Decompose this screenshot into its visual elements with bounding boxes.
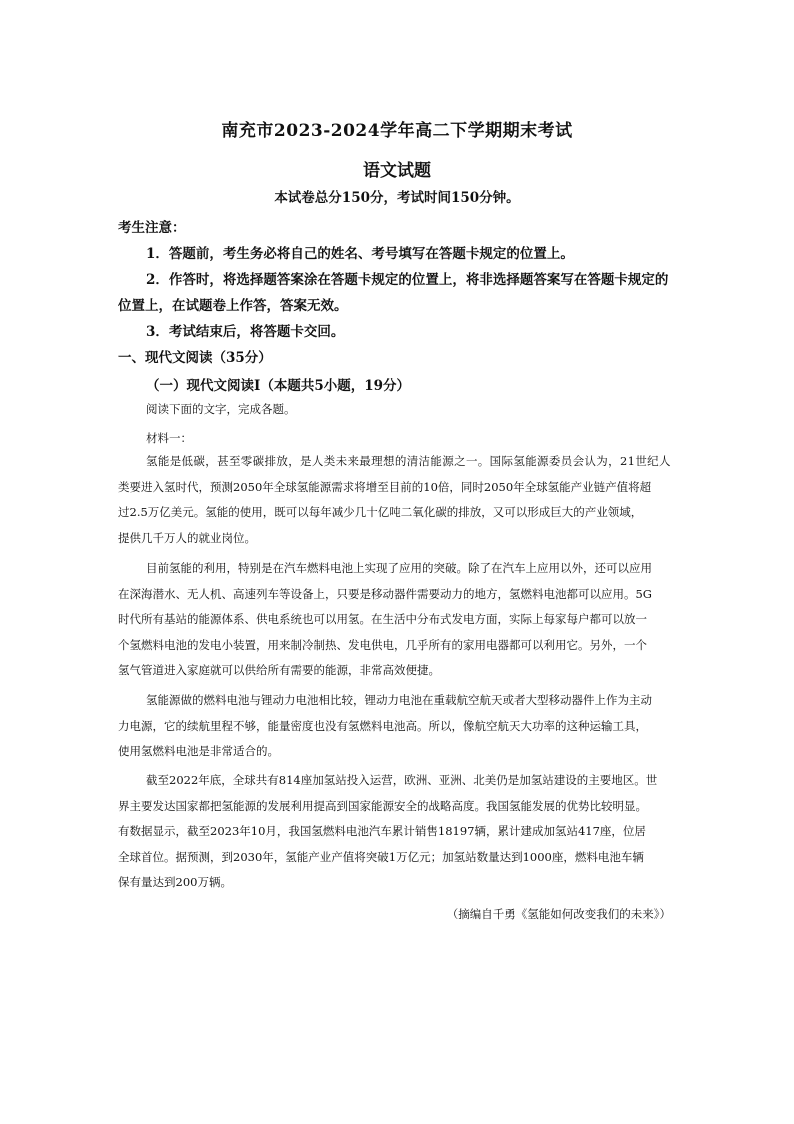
paragraph-line: 提供几千万人的就业岗位。 (118, 530, 256, 545)
notice-item-2-line-2: 位置上，在试题卷上作答，答案无效。 (118, 298, 348, 314)
paragraph-line: 个氢燃料电池的发电小装置，用来制冷制热、发电供电，几乎所有的家用电器都可以利用它。另外，一个 (118, 637, 647, 652)
notice-heading: 考生注意： (118, 220, 186, 236)
exam-meta: 本试卷总分150分，考试时间150分钟。 (274, 190, 520, 206)
paragraph-line: 保有量达到200万辆。 (118, 875, 232, 889)
notice-item-2-line-1: 2．作答时，将选择题答案涂在答题卡规定的位置上，将非选择题答案写在答题卡规定的 (146, 272, 669, 288)
notice-item-3: 3．考试结束后，将答题卡交回。 (146, 324, 345, 340)
paragraph-line: 类要进入氢时代，预测2050年全球氢能源需求将增至目前的10倍，同时2050年全球氢能产业链产值将超 (118, 479, 652, 494)
paragraph-4 (118, 768, 673, 896)
material-label: 材料一： (146, 431, 192, 445)
subsection-heading: （一）现代文阅读Ⅰ（本题共5小题，19分） (146, 378, 410, 394)
paragraph-line: 界主要发达国家都把氢能源的发展利用提高到国家能源安全的战略高度。我国氢能发展的优势比较明显。 (118, 798, 647, 813)
reading-instruction: 阅读下面的文字，完成各题。 (146, 402, 296, 416)
paragraph-line: 力电源，它的续航里程不够，能量密度也没有氢燃料电池高。所以，像航空航天大功率的这种运输工具， (118, 718, 647, 733)
paragraph-line: 有数据显示，截至2023年10月，我国氢燃料电池汽车累计销售18197辆，累计建成加氢站417座，位居 (118, 824, 646, 838)
paragraph-line: 氢能是低碳，甚至零碳排放，是人类未来最理想的清洁能源之一。国际氢能源委员会认为，21世纪人 (146, 454, 671, 468)
paragraph-2 (118, 556, 673, 684)
paragraph-1 (118, 449, 673, 551)
section-heading: 一、现代文阅读（35分） (118, 350, 272, 366)
paragraph-line: 氢气管道进入家庭就可以供给所有需要的能源，非常高效便捷。 (118, 663, 440, 677)
paragraph-line: 全球首位。据预测，到2030年，氢能产业产值将突破1万亿元；加氢站数量达到1000座，燃料电池车辆 (118, 849, 644, 864)
paragraph-line: 过2.5万亿美元。氢能的使用，既可以每年减少几十亿吨二氧化碳的排放，又可以形成巨大的产业领域， (118, 505, 643, 519)
exam-title: 南充市2023-2024学年高二下学期期末考试 (221, 121, 573, 141)
exam-subtitle: 语文试题 (363, 161, 431, 181)
notice-item-1: 1．答题前，考生务必将自己的姓名、考号填写在答题卡规定的位置上。 (146, 246, 574, 262)
paragraph-line: 使用氢燃料电池是非常适合的。 (118, 744, 279, 758)
paragraph-line: 截至2022年底，全球共有814座加氢站投入运营，欧洲、亚洲、北美仍是加氢站建设的主要地区。世 (146, 773, 658, 787)
paragraph-line: 时代所有基站的能源体系、供电系统也可以用氢。在生活中分布式发电方面，实际上每家每户都可以放一 (118, 612, 647, 626)
paragraph-3 (118, 688, 673, 765)
source-citation: （摘编自千勇《氢能如何改变我们的未来》） (446, 907, 671, 921)
paragraph-line: 目前氢能的利用，特别是在汽车燃料电池上实现了应用的突破。除了在汽车上应用以外，还可以应用 (146, 561, 652, 575)
paragraph-line: 氢能源做的燃料电池与锂动力电池相比较，锂动力电池在重载航空航天或者大型移动器件上作为主动 (146, 693, 652, 707)
paragraph-line: 在深海潜水、无人机、高速列车等设备上，只要是移动器件需要动力的地方，氢燃料电池都可以应用。5G (118, 586, 652, 601)
